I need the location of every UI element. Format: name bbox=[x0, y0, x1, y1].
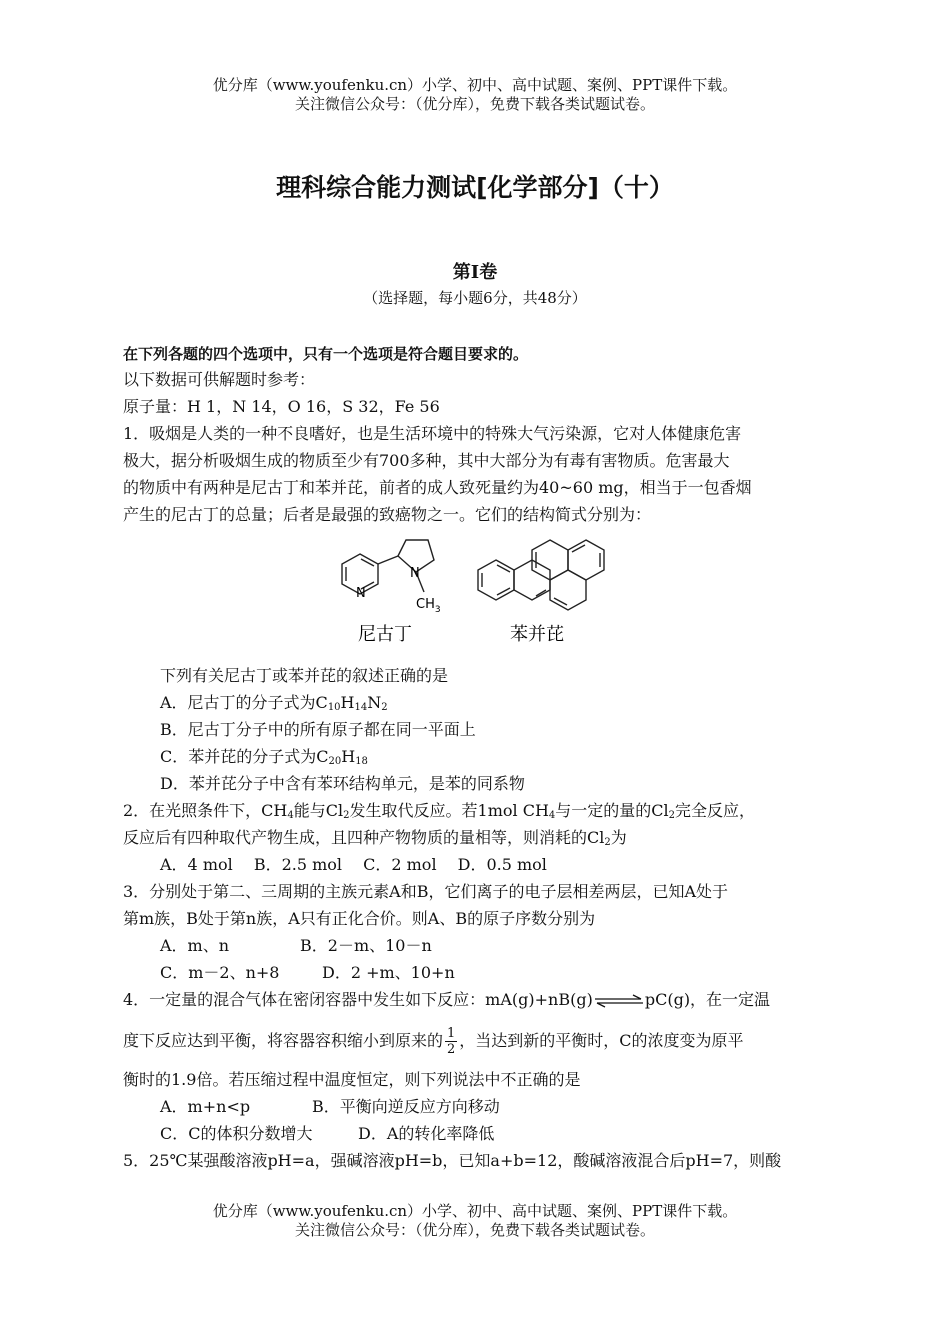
q2-line-2: 反应后有四种取代产物生成，且四种产物物质的量相等，则消耗的$Cl_2$为 bbox=[123, 828, 627, 848]
q3-option-c: C．m－2、n+8 bbox=[160, 963, 280, 982]
q5-line-1: 5．25℃某强酸溶液pH=a，强碱溶液pH=b，已知a+b=12，酸碱溶液混合后pH=7，则酸 bbox=[123, 1151, 782, 1170]
fraction-one-half: $\frac{1}{2}$ bbox=[447, 1026, 456, 1057]
nicotine-methyl: $CH_3$ bbox=[416, 597, 441, 615]
footer-line-1: 优分库（www.youfenku.cn）小学、初中、高中试题、案例、PPT课件下载。 bbox=[212, 1202, 738, 1220]
structures-figure bbox=[330, 532, 620, 650]
footer-line-2: 关注微信公众号：（优分库），免费下载各类试题试卷。 bbox=[294, 1221, 655, 1239]
q2-options: A．4 mol B．2.5 mol C．2 mol D．0.5 mol bbox=[160, 855, 547, 874]
q1-line-4: 产生的尼古丁的总量；后者是最强的致癌物之一。它们的结构简式分别为： bbox=[123, 505, 652, 524]
q1-option-b: B．尼古丁分子中的所有原子都在同一平面上 bbox=[160, 720, 476, 739]
benzopyrene-structure bbox=[478, 540, 604, 610]
q3-option-d: D．2 +m、10+n bbox=[322, 963, 455, 982]
q3-line-1: 3．分别处于第二、三周期的主族元素A和B，它们离子的电子层相差两层，已知A处于 bbox=[123, 882, 729, 901]
q1-line-3: 的物质中有两种是尼古丁和苯并芘，前者的成人致死量约为40~60 mg，相当于一包香烟 bbox=[123, 478, 752, 497]
q1-line-1: 1．吸烟是人类的一种不良嗜好，也是生活环境中的特殊大气污染源，它对人体健康危害 bbox=[123, 424, 742, 443]
q4-option-a: A．m+n<p bbox=[160, 1097, 251, 1116]
q1-line-2: 极大，据分析吸烟生成的物质至少有700多种，其中大部分为有毒有害物质。危害最大 bbox=[123, 451, 730, 470]
q2-line-1: 2．在光照条件下，$CH_4$能与$Cl_2$发生取代反应。若1mol $CH_4$与一定的量的$Cl_2$完全反应， bbox=[123, 801, 756, 821]
q3-option-a: A．m、n bbox=[160, 936, 230, 955]
nicotine-n-pyrrolidine: N bbox=[410, 566, 420, 581]
q4-option-b: B．平衡向逆反应方向移动 bbox=[312, 1097, 500, 1116]
q4-line-3: 衡时的1.9倍。若压缩过程中温度恒定，则下列说法中不正确的是 bbox=[123, 1070, 581, 1089]
atomic-weights: 原子量：H 1，N 14，O 16，S 32，Fe 56 bbox=[123, 397, 440, 416]
q1-stem: 下列有关尼古丁或苯并芘的叙述正确的是 bbox=[160, 666, 449, 685]
q1-option-d: D．苯并芘分子中含有苯环结构单元，是苯的同系物 bbox=[160, 774, 525, 793]
instruction-bold: 在下列各题的四个选项中，只有一个选项是符合题目要求的。 bbox=[123, 345, 529, 363]
q4-line-2: 度下反应达到平衡，将容器容积缩小到原来的 $\frac{1}{2}$ ，当达到新的平衡时，C的浓度变为原平 bbox=[123, 1026, 744, 1057]
q1-option-a: A．尼古丁的分子式为$C_{10}H_{14}N_2$ bbox=[160, 693, 388, 713]
q3-line-2: 第m族，B处于第n族，A只有正化合价。则A、B的原子序数分别为 bbox=[123, 909, 596, 928]
equilibrium-arrow-icon bbox=[593, 994, 645, 1008]
header-line-1: 优分库（www.youfenku.cn）小学、初中、高中试题、案例、PPT课件下载。 bbox=[212, 76, 738, 94]
nicotine-n-pyridine: N bbox=[356, 586, 366, 601]
q4-option-c: C．C的体积分数增大 bbox=[160, 1124, 313, 1143]
page-title: 理科综合能力测试[化学部分]（十） bbox=[276, 173, 674, 202]
q4-option-d: D．A的转化率降低 bbox=[358, 1124, 495, 1143]
volume-heading: 第Ⅰ卷 bbox=[452, 262, 498, 283]
label-nicotine: 尼古丁 bbox=[358, 624, 412, 645]
q3-option-b: B．2－m、10－n bbox=[300, 936, 432, 955]
header-line-2: 关注微信公众号：（优分库），免费下载各类试题试卷。 bbox=[294, 95, 655, 113]
label-benzopyrene: 苯并芘 bbox=[510, 624, 564, 645]
q4-line-1: 4．一定量的混合气体在密闭容器中发生如下反应：mA(g)+nB(g) pC(g)，在一定温 bbox=[123, 990, 771, 1009]
volume-note: （选择题，每小题6分，共48分） bbox=[363, 289, 587, 307]
q1-option-c: C．苯并芘的分子式为$C_{20}H_{18}$ bbox=[160, 747, 368, 767]
instruction-reference: 以下数据可供解题时参考： bbox=[123, 370, 316, 389]
